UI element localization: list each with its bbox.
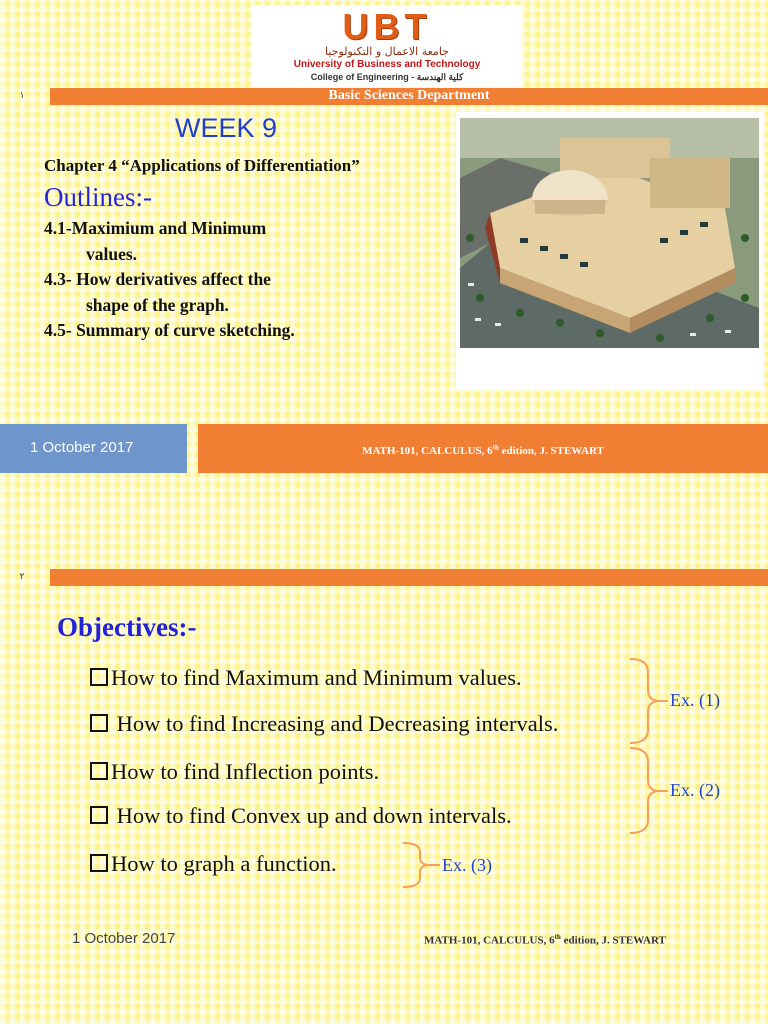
outline-item-continued: values. [86,243,138,264]
chapter-title: Chapter 4 “Applications of Differentiation” [44,156,360,175]
example-label: Ex. (2) [670,780,720,800]
objective-item: How to find Inflection points. [90,759,379,785]
right-brace-icon [630,659,658,743]
logo-arabic-name: جامعة الاعمال و التكنولوجيا [325,45,449,58]
outline-item-continued: shape of the graph. [86,294,229,315]
objectives-heading: Objectives:- [57,612,197,642]
outlines-heading: Outlines:- [44,182,152,212]
footer-course-text: MATH-101, CALCULUS, 6th edition, J. STEWART [362,443,604,457]
footer-date: 1 October 2017 [30,439,134,456]
week-title: WEEK 9 [175,113,278,143]
footer-course-text: MATH-101, CALCULUS, 6th edition, J. STEWART [424,933,666,947]
logo-college: College of Engineering - كلية الهندسة [310,72,464,82]
footer-date: 1 October 2017 [72,930,176,947]
objective-item: How to find Convex up and down intervals. [90,803,512,829]
objective-item: How to find Increasing and Decreasing intervals. [90,711,558,737]
page-number: ٢ [19,571,25,581]
outline-item: 4.3- How derivatives affect the [44,269,271,289]
outline-item: 4.1-Maximium and Minimum [44,218,267,238]
page-number: ١ [19,90,25,100]
objective-item: How to graph a function. [90,851,337,877]
logo-english-name: University of Business and Technology [293,59,481,70]
right-brace-icon [403,843,428,887]
example-label: Ex. (1) [670,690,720,710]
right-brace-icon [630,748,658,833]
department-title: Basic Sciences Department [328,88,490,103]
logo-title: UBT [342,6,432,47]
outline-item: 4.5- Summary of curve sketching. [44,320,295,340]
objective-item: How to find Maximum and Minimum values. [90,665,522,691]
example-label: Ex. (3) [442,855,492,875]
